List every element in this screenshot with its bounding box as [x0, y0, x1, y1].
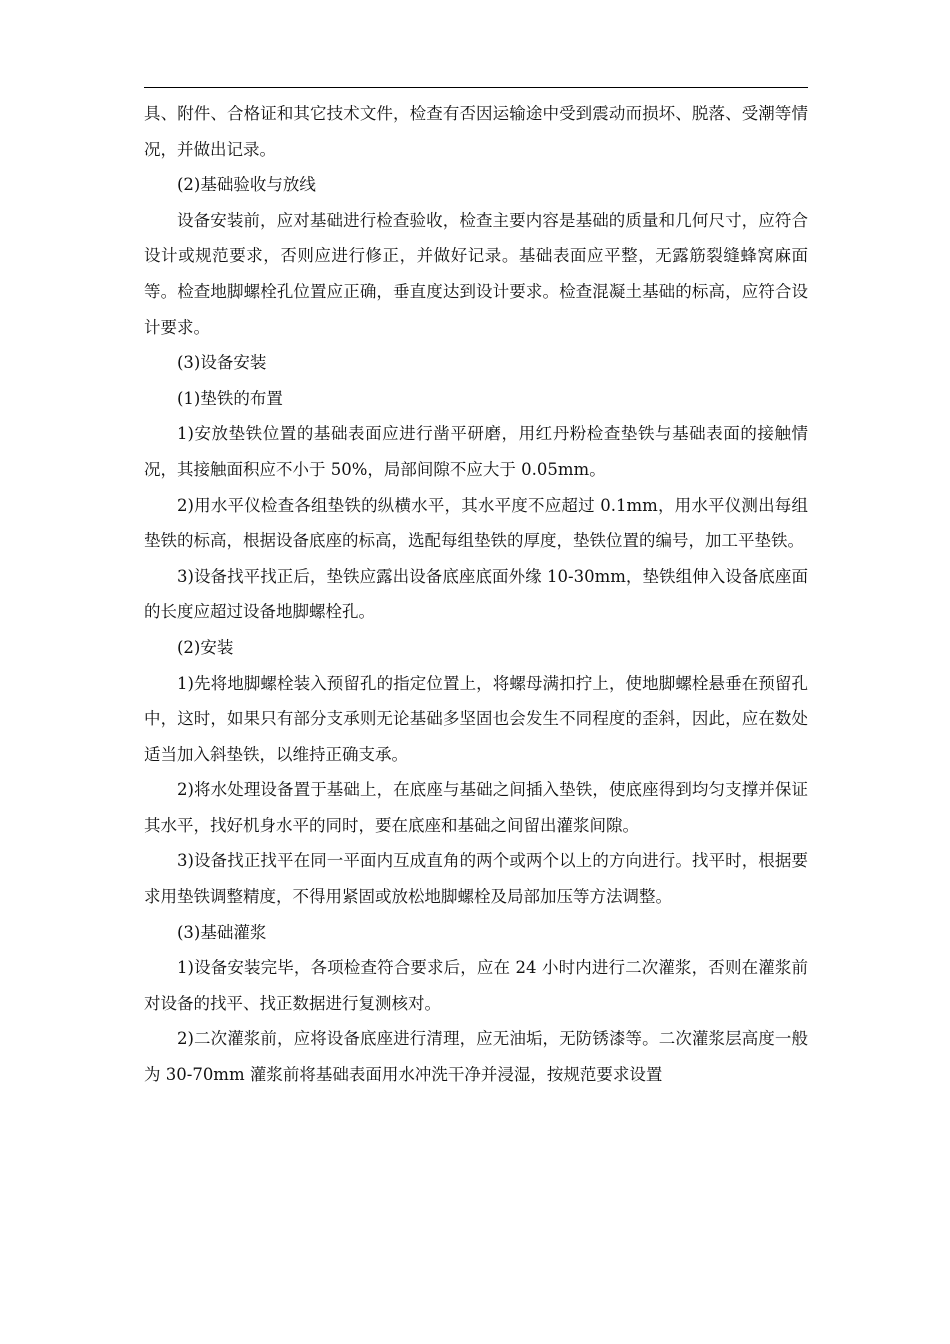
list-item-12: 3)设备找正找平在同一平面内互成直角的两个或两个以上的方向进行。找平时，根据要求用垫铁调整精度，不得用紧固或放松地脚螺栓及局部加压等方法调整。 — [144, 851, 808, 907]
section-heading-2: (2)基础验收与放线 — [177, 175, 316, 195]
paragraph-1: 具、附件、合格证和其它技术文件，检查有否因运输途中受到震动而损坏、脱落、受潮等情况，并做出记录。 — [144, 104, 808, 159]
document-body — [144, 96, 808, 1093]
list-item-10: 1)先将地脚螺栓装入预留孔的指定位置上，将螺母满扣拧上，使地脚螺栓悬垂在预留孔中，这时，如果只有部分支承则无论基础多坚固也会发生不同程度的歪斜，因此，应在数处适当加入斜垫铁，以维持正确支承。 — [144, 673, 808, 764]
list-item-14: 1)设备安装完毕，各项检查符合要求后，应在 24 小时内进行二次灌浆，否则在灌浆前对设备的找平、找正数据进行复测核对。 — [144, 958, 808, 1013]
list-item-15: 2)二次灌浆前，应将设备底座进行清理，应无油垢，无防锈漆等。二次灌浆层高度一般为 30-70mm 灌浆前将基础表面用水冲洗干净并浸湿，按规范要求设置 — [144, 1029, 808, 1085]
subsection-heading-13: (3)基础灌浆 — [177, 922, 267, 942]
list-item-8: 3)设备找平找正后，垫铁应露出设备底座底面外缘 10-30mm，垫铁组伸入设备底座面的长度应超过设备地脚螺栓孔。 — [144, 566, 808, 622]
section-heading-4: (3)设备安装 — [177, 353, 267, 373]
subsection-heading-5: (1)垫铁的布置 — [177, 388, 283, 408]
list-item-11: 2)将水处理设备置于基础上，在底座与基础之间插入垫铁，使底座得到均匀支撑并保证其水平，找好机身水平的同时，要在底座和基础之间留出灌浆间隙。 — [144, 780, 808, 835]
list-item-7: 2)用水平仪检查各组垫铁的纵横水平，其水平度不应超过 0.1mm，用水平仪测出每组垫铁的标高，根据设备底座的标高，选配每组垫铁的厚度，垫铁位置的编号，加工平垫铁。 — [144, 495, 808, 551]
list-item-6: 1)安放垫铁位置的基础表面应进行凿平研磨，用红丹粉检查垫铁与基础表面的接触情况，其接触面积应不小于 50%，局部间隙不应大于 0.05mm。 — [144, 424, 808, 479]
subsection-heading-9: (2)安装 — [177, 637, 234, 657]
paragraph-3: 设备安装前，应对基础进行检查验收，检查主要内容是基础的质量和几何尺寸，应符合设计或规范要求，否则应进行修正，并做好记录。基础表面应平整，无露筋裂缝蜂窝麻面等。检查地脚螺栓孔位置应正确，垂直度达到设计要求。检查混凝土基础的标高，应符合设计要求。 — [144, 210, 808, 337]
header-rule — [144, 87, 808, 88]
